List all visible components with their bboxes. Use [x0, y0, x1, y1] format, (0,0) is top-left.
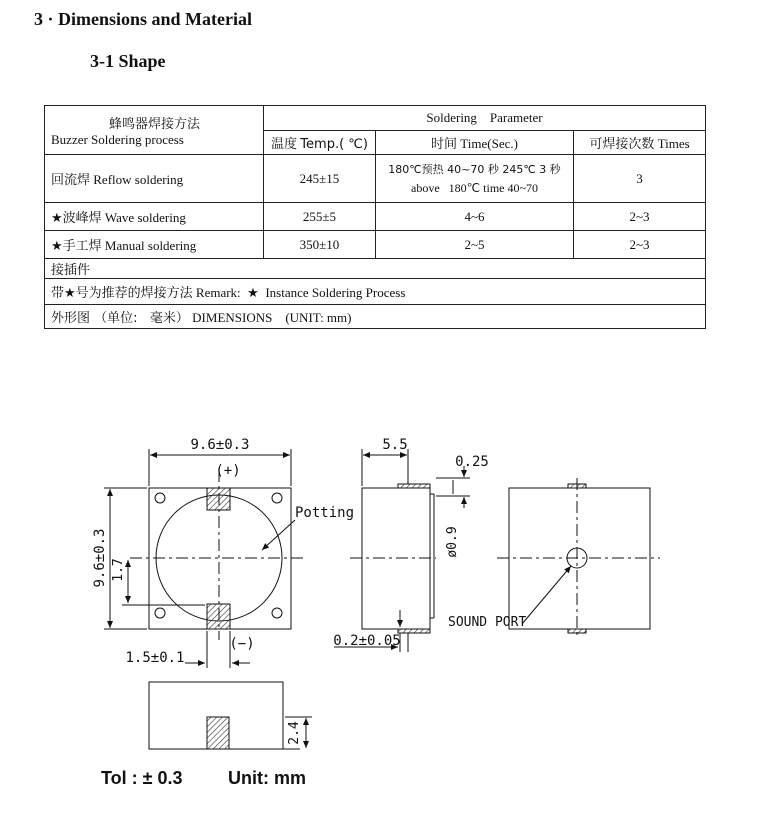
times-cell: 2~3: [574, 231, 706, 259]
dimensions-row: 外形图 （单位: 毫米） DIMENSIONS (UNIT: mm): [45, 305, 706, 329]
minus-label: (−): [229, 636, 255, 652]
section-heading: 3 · Dimensions and Material: [34, 9, 253, 29]
time-cell: 180℃预热 40~70 秒 245℃ 3 秒 above 180℃ time 40~70: [376, 155, 574, 203]
table-row: [45, 203, 706, 231]
plus-label: (+): [215, 463, 241, 479]
header-temp: 温度 Temp.( ℃): [264, 131, 376, 155]
top-view-labels: [92, 437, 354, 666]
time-cell: 4~6: [376, 203, 574, 231]
times-cell: 3: [574, 155, 706, 203]
pad-height-label: 2.4: [287, 721, 302, 745]
dimension-drawing: [0, 380, 759, 760]
back-view: [497, 478, 660, 638]
width-label: 9.6±0.3: [190, 437, 250, 453]
process-cell: ★手工焊 Manual soldering: [45, 231, 264, 259]
port-diameter-label: ø0.9: [445, 526, 460, 558]
pin-width-label: 1.5±0.1: [125, 650, 185, 666]
header-soldering-parameter: Soldering Parameter: [264, 106, 706, 131]
temp-cell: 350±10: [264, 231, 376, 259]
table-row: [45, 231, 706, 259]
soldering-table: [44, 105, 706, 329]
pin-offset-label: 1.7: [111, 558, 126, 582]
process-cell: 回流焊 Reflow soldering: [45, 155, 264, 203]
header-process: 蜂鸣器焊接方法 Buzzer Soldering process: [45, 106, 264, 155]
time-cell: 2~5: [376, 231, 574, 259]
thickness-label: 5.5: [382, 437, 408, 453]
height-label: 9.6±0.3: [92, 528, 108, 588]
temp-cell: 255±5: [264, 203, 376, 231]
pad-gap-label: 0.2±0.05: [333, 633, 401, 649]
temp-cell: 245±15: [264, 155, 376, 203]
process-cell: ★波峰焊 Wave soldering: [45, 203, 264, 231]
tolerance-note: Tol : ± 0.3: [101, 768, 183, 788]
sound-port-label: SOUND PORT: [448, 615, 527, 630]
remark-row: 带★号为推荐的焊接方法 Remark: ★ Instance Soldering Process: [45, 279, 706, 305]
times-cell: 2~3: [574, 203, 706, 231]
subsection-heading: 3-1 Shape: [90, 51, 166, 71]
table-row: [45, 155, 706, 203]
plugin-row: 接插件: [45, 259, 706, 279]
potting-label: Potting: [295, 505, 355, 521]
port-depth-label: 0.25: [455, 454, 489, 470]
header-time: 时间 Time(Sec.): [376, 131, 574, 155]
header-times: 可焊接次数 Times: [574, 131, 706, 155]
top-view: [104, 449, 305, 668]
unit-note: Unit: mm: [228, 768, 306, 788]
